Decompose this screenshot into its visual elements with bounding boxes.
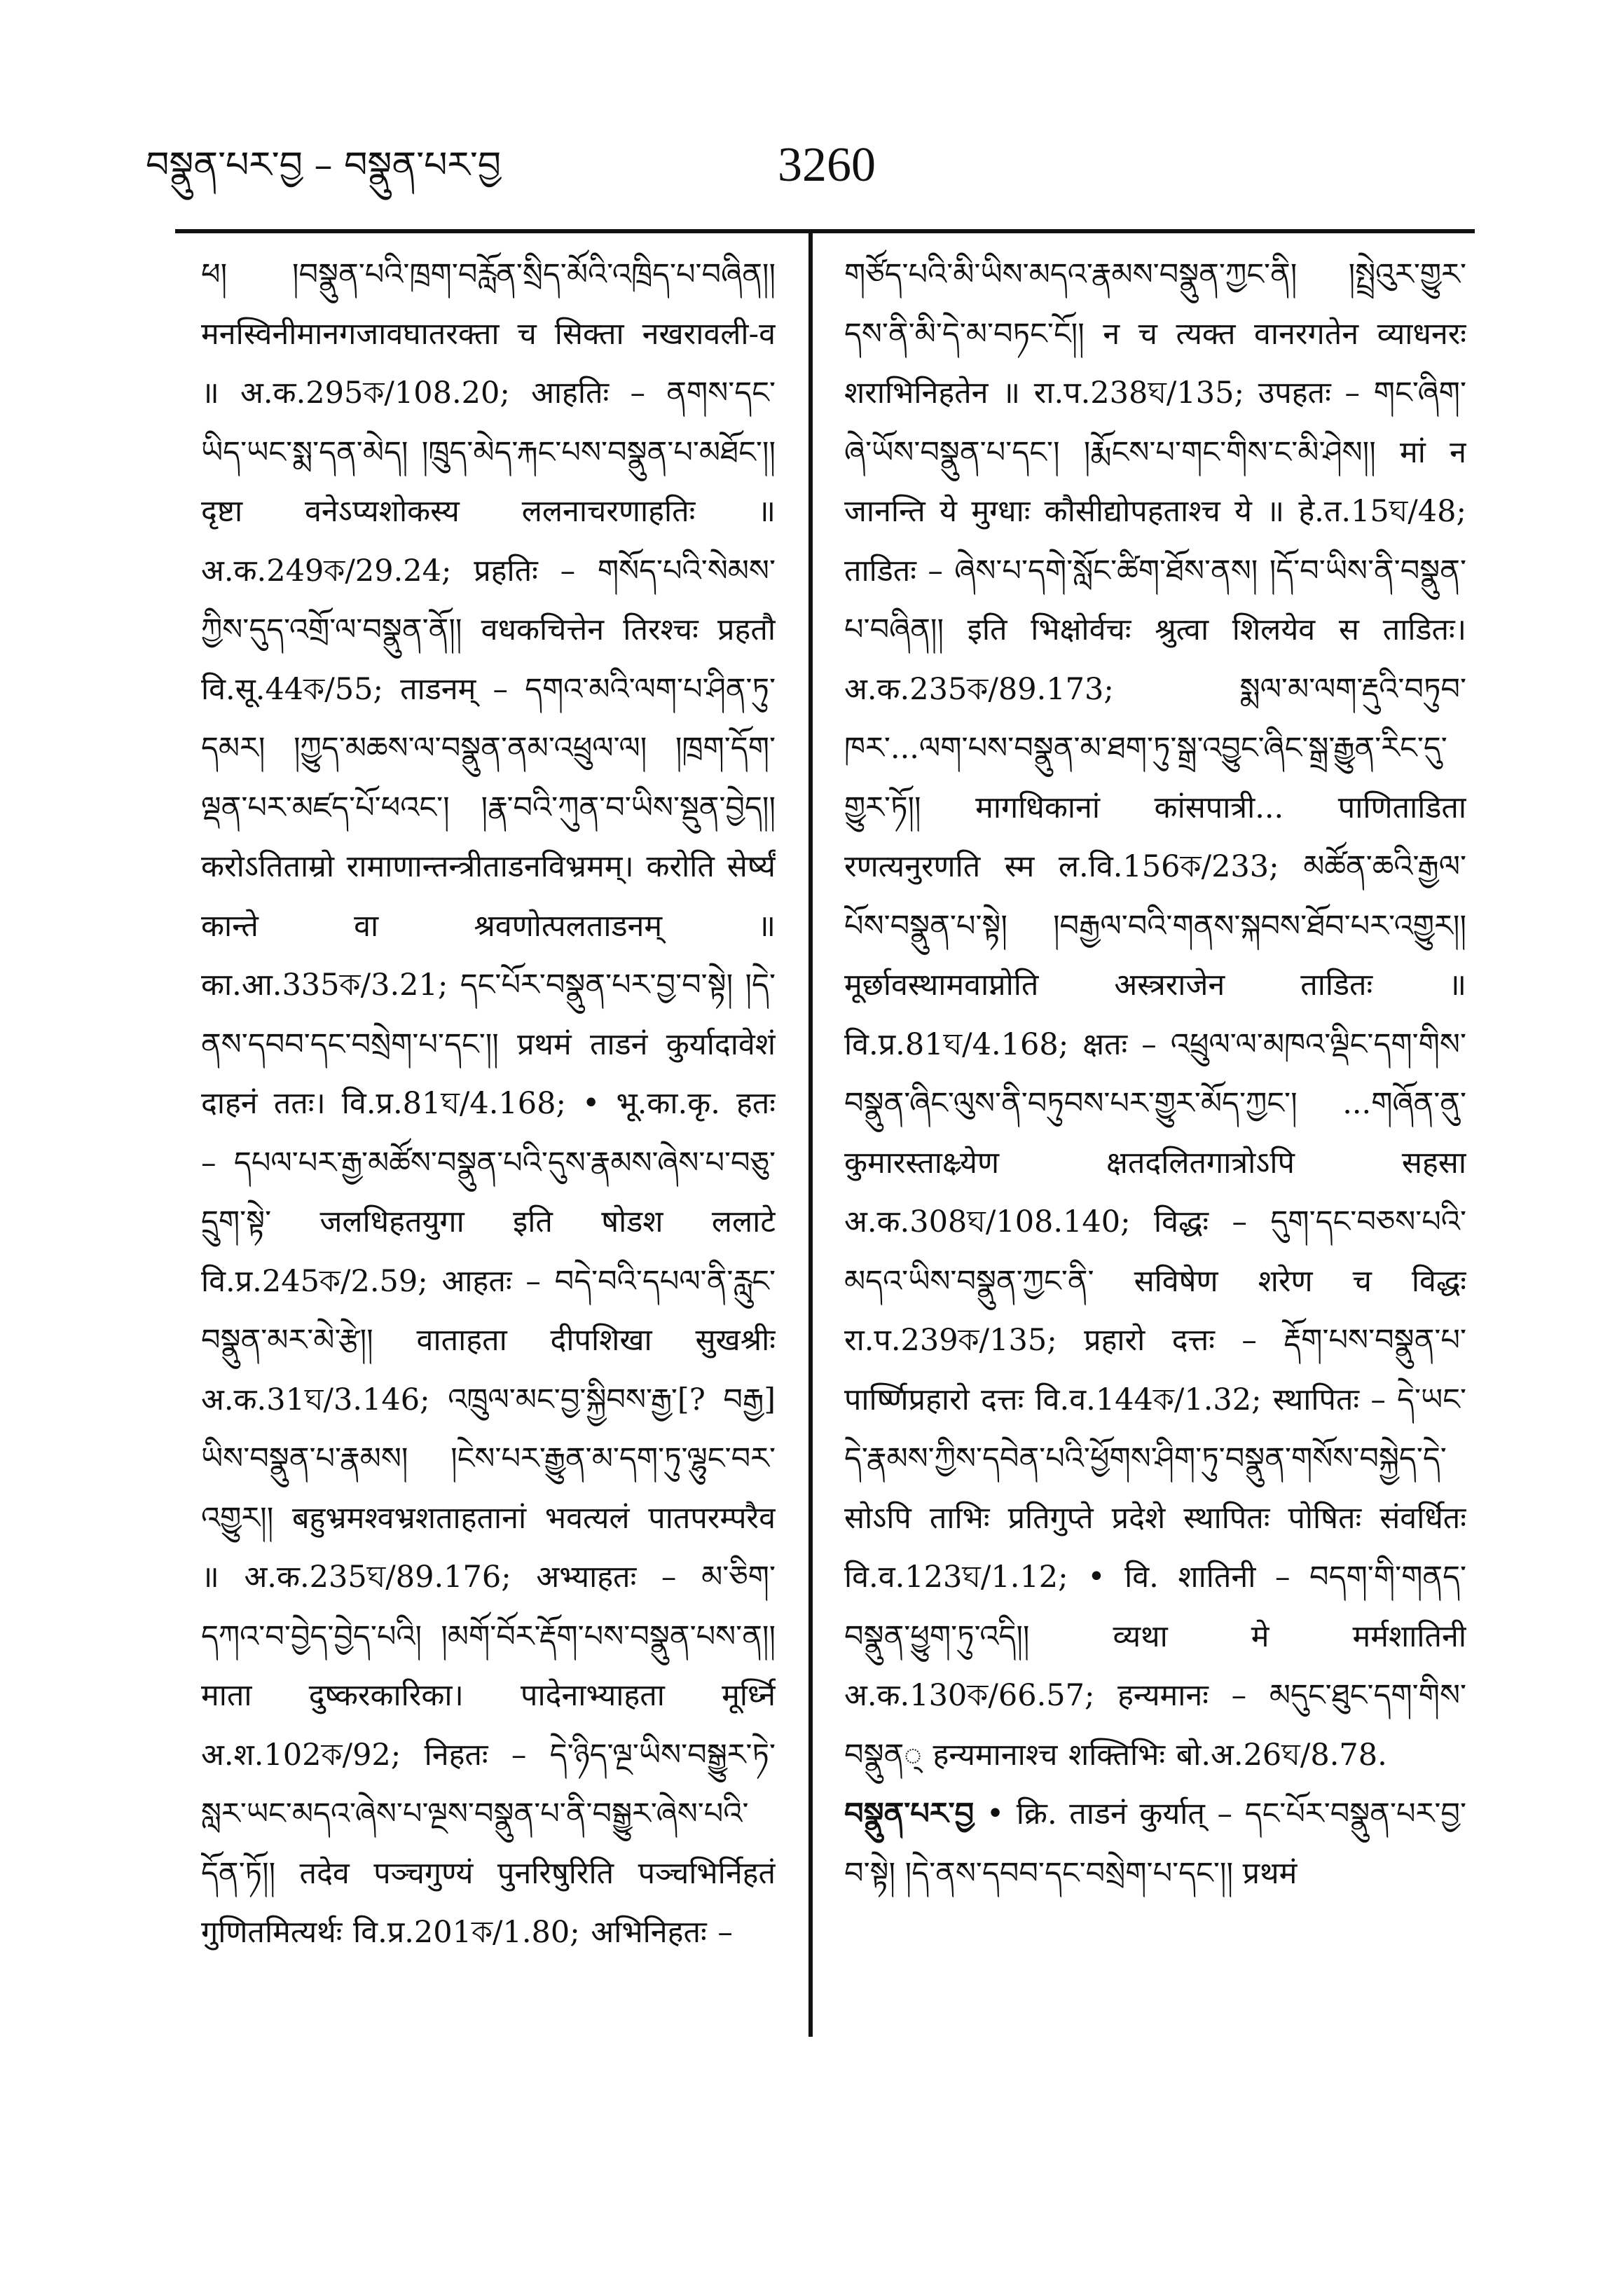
left-column-text: ཕ། །བསྣུན་པའི་ཁྲག་བརློན་སྲིད་མོའི་འཁྲིད་པ་བཞིན།། मनस्विनीमानगजावघातरक्ता च सिक्ता नखरावली-व ॥ अ.क.295ক/108.20; आहतिः – ནགས་དང་ཡིད་ཡང་སྨ་དན་མེད། །ཁྲུད་མེད་རྐང་པས་བསྣུན་པ་མཐོང་།། दृष्टा वनेऽप्यशोकस्य ललनाचरणाहतिः ॥ अ.क.249ক/29.24; प्रहतिः – གསོད་པའི་སེམས་ཀྱིས་དུད་འགྲོ་ལ་བསྣུན་ནོ།། वधकचित्तेन तिरश्चः प्रहतौ वि.सू.44ক/55; ताडनम् – དགའ་མའི་ལག་པ་ཤིན་ཏུ་དམར། །ཀྱུད་མཆས་ལ་བསྣུན་ནམ་འཕྲུལ་ལ། །ཁྲག་དོག་ལྡན་པར་མཛད་པོ་ཕའང་། །རྣ་བའི་ཀུན་བ་ཡིས་སྡུན་བྱེད།། करोऽतिताम्रो रामाणान्तन्त्रीताडनविभ्रमम्। करोति सेर्ष्यं कान्ते वा श्रवणोत्पलताडनम् ॥ का.आ.335ক/3.21; དང་པོར་བསྣུན་པར་བྱ་བ་སྟེ། །དེ་ནས་དབབ་དང་བསྲེག་པ་དང་།། प्रथमं ताडनं कुर्यादावेशं दाहनं ततः। वि.प्र.81ঘ/4.168; • भू.का.कृ. हतः – དཔལ་པར་རྒྱ་མཚོས་བསྣུན་པའི་དུས་རྣམས་ཞེས་པ་བཅུ་དྲུག་སྟེ་ जलधिहतयुगा इति षोडश ललाटे वि.प्र.245ক/2.59; आहतः – བདེ་བའི་དཔལ་ནི་རླུང་བསྣུན་མར་མེ་རྩེ།། वाताहता दीपशिखा सुखश्रीः अ.क.31ঘ/3.146; འཁྲུལ་མང་བྱ་སྐྱིབས་རྒྱ་[? བརྒྱ] ཡིས་བསྣུན་པ་རྣམས། །ངེས་པར་རྒྱུན་མ་དག་ཏུ་ལྷུང་བར་འགྱུར།། बहुभ्रमश्वभ्रशताहतानां भवत्यलं पातपरम्परैव ॥ अ.क.235ঘ/89.176; अभ्याहतः – མ་ཅིག་དཀའ་བ་བྱེད་བྱེད་པའི། །མགོ་བོར་རྡོག་པས་བསྣུན་པས་ན།། माता दुष्करकारिका। पादेनाभ्याहता मूर्ध्नि अ.श.102ক/92; निहतः – དེ་ཉིད་ལྔ་ཡིས་བསྒྱུར་ཏེ་སླར་ཡང་མདའ་ཞེས་པ་ལྔས་བསྣུན་པ་ནི་བསྒྱུར་ཞེས་པའི་དོན་ཏོ།། तदेव पञ्चगुण्यं पुनरिषुरिति पञ्चभिर्निहतं गुणितमित्यर्थः वि.प्र.201ক/1.80; अभिनिहतः – [201,257,776,1950]
entry-headword: བསྣུན་པར་བྱ [844,1796,975,1831]
right-column [844,245,1466,2039]
left-column [201,245,776,2039]
entry-definition: • क्रि. ताडनं कुर्यात् – དང་པོར་བསྣུན་པར་བྱ་བ་སྟེ། །དེ་ནས་དབབ་དང་བསྲེག་པ་དང་།། प्रथमं [844,1796,1466,1891]
column-divider [808,229,813,2037]
header-rule [175,229,1475,233]
right-column-text: གཙོད་པའི་མི་ཡིས་མདའ་རྣམས་བསྣུན་ཀྱང་ནི། །སྤྲེའུར་གྱུར་དས་ནི་མི་དེ་མ་བཏང་ངོ།། न च त्यक्त वानरगतेन व्याधनरः शराभिनिहतेन ॥ रा.प.238ঘ/135; उपहतः – གང་ཞིག་ཞེ་ཡོས་བསྣུན་པ་དང་། །རྨོངས་པ་གང་གིས་ང་མི་ཤེས།། मां न जानन्ति ये मुग्धाः कौसीद्योपहताश्च ये ॥ हे.त.15ঘ/48; ताडितः – ཞེས་པ་དགེ་སློང་ཚིག་ཐོས་ནས། །དོ་བ་ཡིས་ནི་བསྣུན་པ་བཞིན།། इति भिक्षोर्वचः श्रुत्वा शिलयेव स ताडितः। अ.क.235ক/89.173; སྨལ་མ་ལག་རྡུའི་བཏུབ་ཁར་...ལག་པས་བསྣུན་མ་ཐག་ཏུ་སྒྲ་འབྱུང་ཞིང་སྒྲ་རྒྱུན་རིང་དུ་གྱུར་ཏོ།། मागधिकानां कांसपात्री... पाणिताडिता रणत्यनुरणति स्म ल.वि.156ক/233; མཚོན་ཆའི་རྒྱལ་པོས་བསྣུན་པ་སྟེ། །བརྒྱལ་བའི་གནས་སྐབས་ཐོབ་པར་འགྱུར།། मूर्छावस्थामवाप्नोति अस्त्रराजेन ताडितः ॥ वि.प्र.81ঘ/4.168; क्षतः – འཕྲུལ་ལ་མཁའ་ལྡིང་དག་གིས་བསྣུན་ཞིང་ལུས་ནི་བཏུབས་པར་གྱུར་མོད་ཀྱང་། ...གཞོན་ནུ་कुमारस्ताक्ष्र्येण क्षतदलितगात्रोऽपि सहसा अ.क.308ঘ/108.140; विद्धः – དུག་དང་བཅས་པའི་མདའ་ཡིས་བསྣུན་ཀྱང་ནི་ सविषेण शरेण च विद्धः रा.प.239ক/135; प्रहारो दत्तः – རྡོག་པས་བསྣུན་པ་ पार्ष्णिप्रहारो दत्तः वि.व.144ক/1.32; स्थापितः – དེ་ཡང་དེ་རྣམས་ཀྱིས་དབེན་པའི་ཕྱོགས་ཤིག་ཏུ་བསྣུན་གསོས་བསྐྱེད་དེ་ सोऽपि ताभिः प्रतिगुप्ते प्रदेशे स्थापितः पोषितः संवर्धितः वि.व.123ঘ/1.12; • वि. शातिनी – བདག་གི་གནད་བསྣུན་ཕྱུག་ཏུ་འདི།། व्यथा मे मर्मशातिनी अ.क.130ক/66.57; हन्यमानः – མདུང་ཐུང་དག་གིས་བསྣུན् हन्यमानाश्च शक्तिभिः बो.अ.26ঘ/8.78. [844,257,1466,1773]
running-header: བསྣུན་པར་བྱ – བསྣུན་པར་བྱ [146,144,502,186]
page-number: 3260 [778,138,876,192]
dictionary-entry [844,1785,1466,1903]
